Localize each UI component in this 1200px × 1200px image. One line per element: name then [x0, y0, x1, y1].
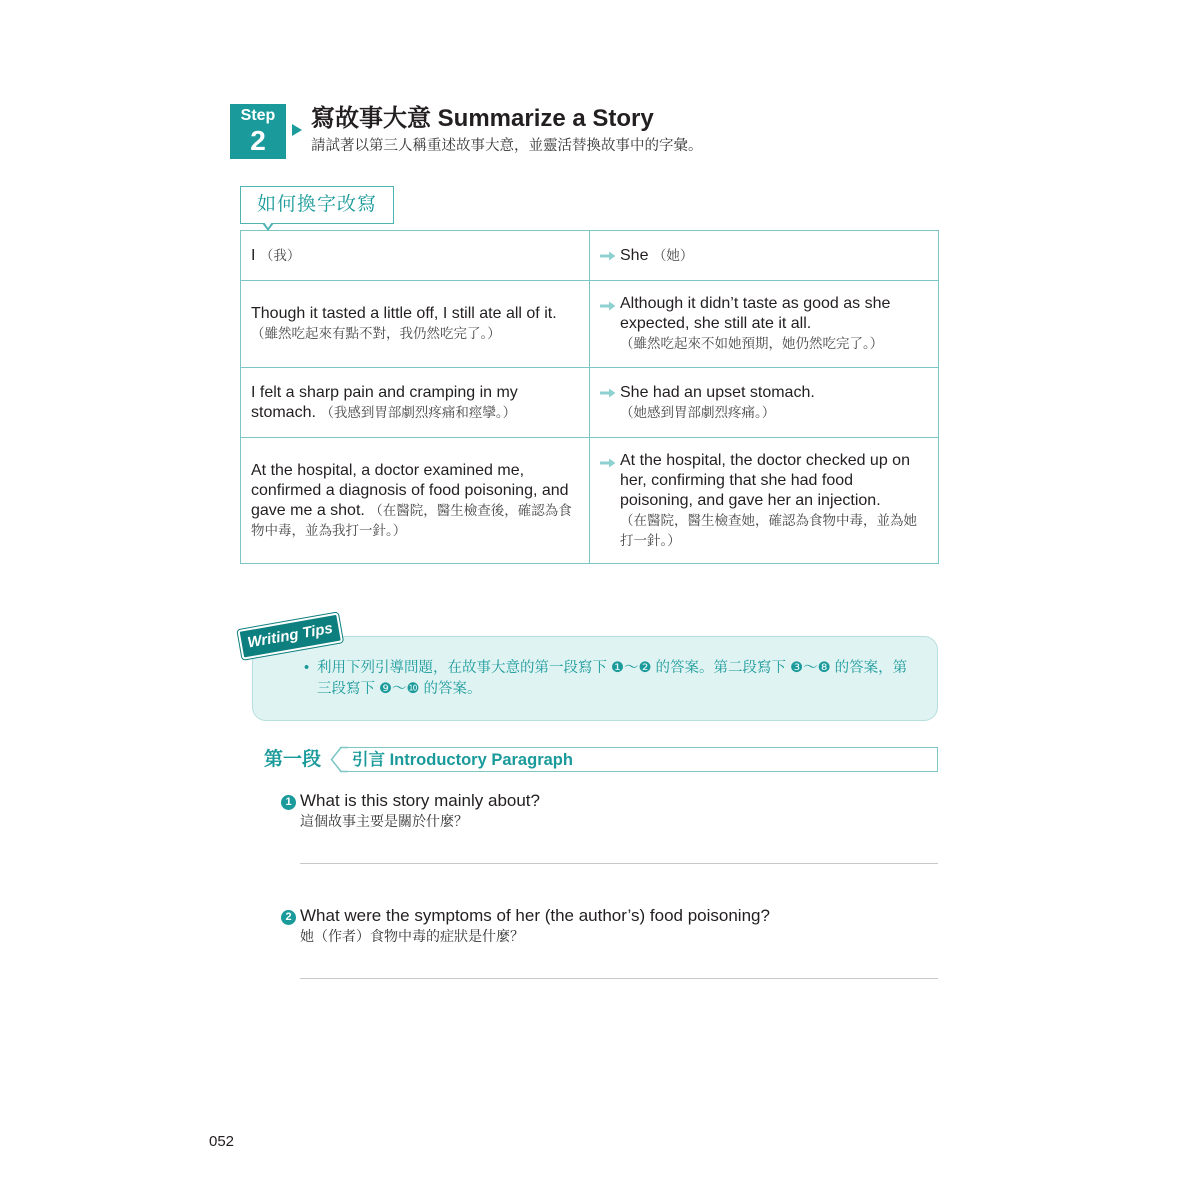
original-translation: （在醫院，醫生檢查後，確認為食物中毒，並為我打一針。） [251, 502, 572, 538]
rewrite-table [240, 230, 939, 564]
rewrite-text: She [620, 246, 649, 264]
original-text: Though it tasted a little off, I still ate all of it. [251, 305, 557, 322]
writing-tips-badge: Writing Tips [237, 613, 343, 660]
rewrite-translation: （她感到胃部劇烈疼痛。） [620, 404, 776, 420]
question-translation: 她（作者）食物中毒的症狀是什麼？ [300, 928, 524, 944]
question-text: What is this story mainly about? [300, 791, 540, 810]
original-text: At the hospital, a doctor examined me, confirmed a diagnosis of food poisoning, and gave me a shot. [251, 461, 569, 519]
original-cell [241, 281, 590, 368]
right-arrow-icon [600, 251, 616, 261]
rewrite-cell [590, 438, 939, 564]
writing-tips-text [306, 658, 916, 700]
rewrite-text: She had an upset stomach. [620, 383, 815, 401]
answer-line[interactable] [300, 863, 938, 864]
section-title: 寫故事大意 Summarize a Story [311, 105, 654, 132]
paragraph-label: 第一段 [264, 749, 322, 770]
chevron-left-icon [330, 746, 348, 773]
writing-tips-body: 利用下列引導問題，在故事大意的第一段寫下 ❶～❷ 的答案。第二段寫下 ❸～❽ 的答案，第三段寫下 ❾～❿ 的答案。 [317, 660, 908, 697]
rewrite-cell [590, 231, 939, 281]
question-translation: 這個故事主要是關於什麼？ [300, 813, 468, 829]
table-row [241, 368, 939, 438]
how-to-rewrite-label: 如何換字改寫 [240, 186, 394, 224]
section-instructions: 請試著以第三人稱重述故事大意，並靈活替換故事中的字彙。 [311, 138, 703, 154]
play-triangle-icon [292, 124, 302, 136]
original-translation: （雖然吃起來有點不對，我仍然吃完了。） [251, 326, 501, 341]
original-translation: （我） [259, 247, 301, 263]
question-number: 1 [281, 795, 296, 810]
page-number: 052 [209, 1133, 235, 1150]
question-text: What were the symptoms of her (the author’s) food poisoning? [300, 906, 770, 925]
rewrite-translation: （她） [652, 247, 694, 263]
rewrite-text: At the hospital, the doctor checked up on her, confirming that she had food poisoning, and gave her an injection. [620, 451, 910, 509]
paragraph-heading: 引言 Introductory Paragraph [352, 751, 573, 769]
original-translation: （我感到胃部劇烈疼痛和痙攣。） [320, 404, 517, 420]
right-arrow-icon [600, 388, 616, 398]
rewrite-text: Although it didn’t taste as good as she expected, she still ate it all. [620, 295, 891, 332]
original-cell [241, 368, 590, 438]
rewrite-translation: （在醫院，醫生檢查她，確認為食物中毒，並為她打一針。） [620, 512, 917, 548]
original-cell [241, 231, 590, 281]
answer-line[interactable] [300, 978, 938, 979]
bullet-icon: • [304, 660, 310, 676]
original-text: I felt a sharp pain and cramping in my stomach. [251, 383, 518, 421]
rewrite-cell [590, 281, 939, 368]
original-text: I [251, 246, 256, 264]
step-badge [230, 104, 286, 159]
right-arrow-icon [600, 458, 616, 468]
table-row [241, 281, 939, 368]
step-number: 2 [250, 125, 266, 156]
rewrite-cell [590, 368, 939, 438]
right-arrow-icon [600, 301, 616, 311]
table-row [241, 231, 939, 281]
step-word: Step [240, 107, 276, 124]
question-number: 2 [281, 910, 296, 925]
original-cell [241, 438, 590, 564]
rewrite-translation: （雖然吃起來不如她預期，她仍然吃完了。） [620, 336, 884, 351]
table-row [241, 438, 939, 564]
